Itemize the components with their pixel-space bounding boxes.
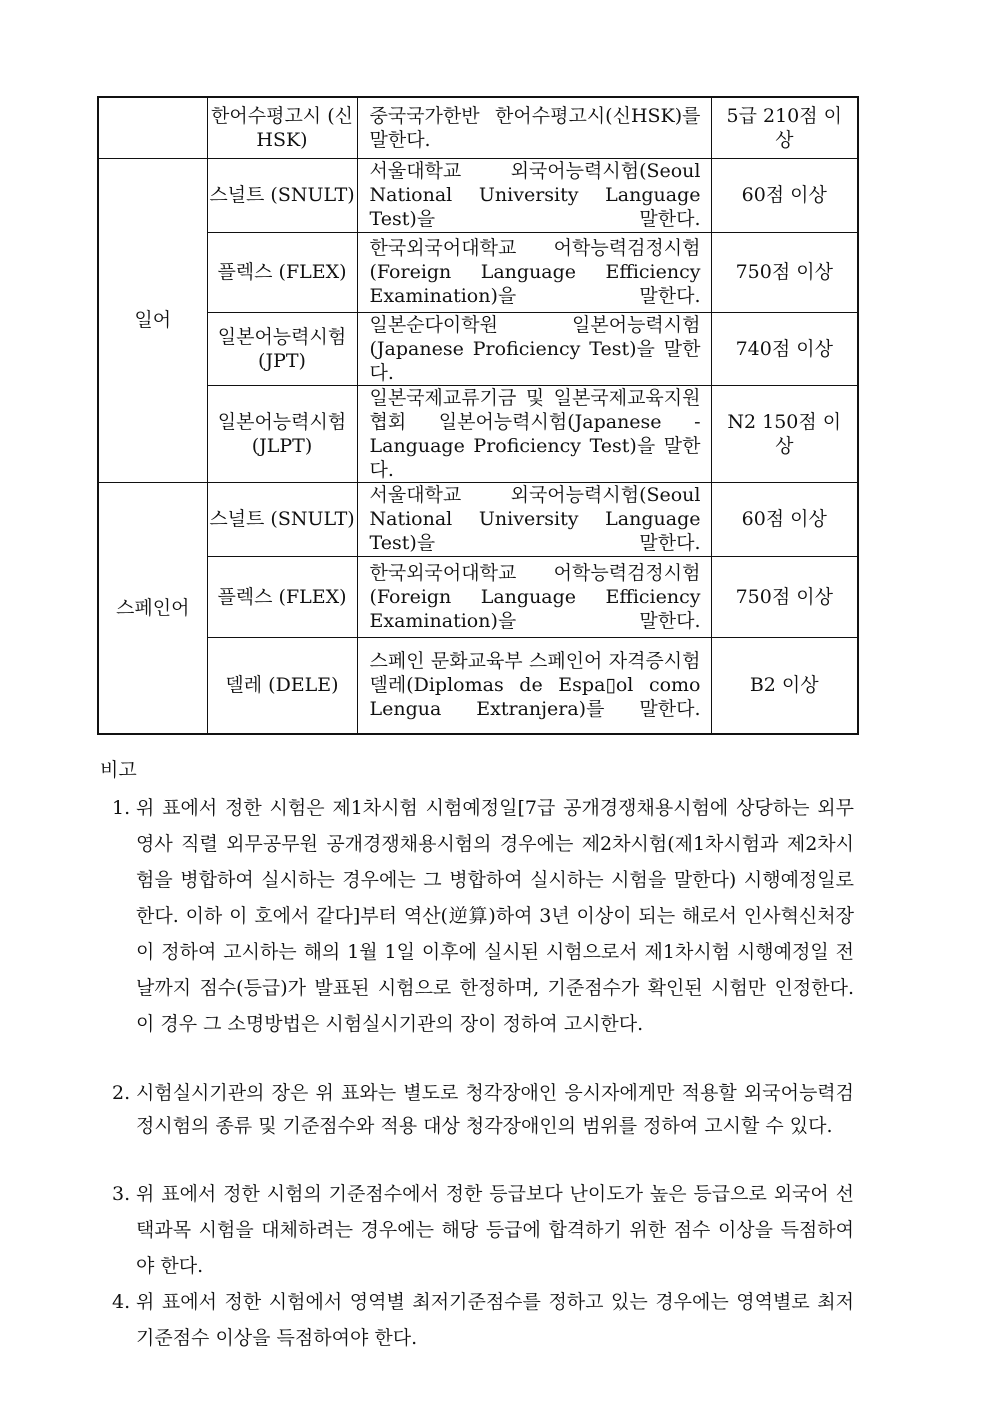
exam-name: 플렉스 (FLEX) [207,556,357,637]
exam-score: 740점 이상 [711,312,858,385]
exam-score: 5급 210점 이상 [711,97,858,158]
language-label: 일어 [98,158,207,482]
exam-score: 750점 이상 [711,556,858,637]
table-row [98,232,858,312]
exam-name: 한어수평고시 (신HSK) [207,97,357,158]
exam-description: 서울대학교 외국어능력시험(Seoul National University Language Test)을 말한다. [357,482,711,556]
exam-table [97,96,859,735]
exam-score: 60점 이상 [711,158,858,232]
exam-name: 스널트 (SNULT) [207,482,357,556]
note-item [112,1284,854,1356]
table-row [98,385,858,482]
note-item [112,1176,854,1284]
note-text: 위 표에서 정한 시험에서 영역별 최저기준점수를 정하고 있는 경우에는 영역별로 최저기준점수 이상을 득점하여야 한다. [136,1291,854,1349]
exam-score: N2 150점 이상 [711,385,858,482]
note-text: 시험실시기관의 장은 위 표와는 별도로 청각장애인 응시자에게만 적용할 외국어능력검정시험의 종류 및 기준점수와 적용 대상 청각장애인의 범위를 정하여 고시할 수 있다. [136,1082,854,1137]
exam-description: 일본순다이학원 일본어능력시험(Japanese Proficiency Test)을 말한다. [357,312,711,385]
note-item [112,790,854,1042]
exam-description: 스페인 문화교육부 스페인어 자격증시험 델레(Diplomas de Espa▯ol como Lengua Extranjera)를 말한다. [357,637,711,734]
table-row [98,482,858,556]
exam-score: 60점 이상 [711,482,858,556]
note-number: 3. [112,1183,131,1205]
exam-name: 델레 (DELE) [207,637,357,734]
table-row [98,97,858,158]
exam-description: 중국국가한반 한어수평고시(신HSK)를 말한다. [357,97,711,158]
notes-heading: 비고 [100,759,137,781]
exam-description: 한국외국어대학교 어학능력검정시험(Foreign Language Efficiency Examination)을 말한다. [357,232,711,312]
table-row [98,158,858,232]
table-row [98,637,858,734]
note-text: 위 표에서 정한 시험의 기준점수에서 정한 등급보다 난이도가 높은 등급으로 외국어 선택과목 시험을 대체하려는 경우에는 해당 등급에 합격하기 위한 점수 이상을 득점하여야 한다. [136,1183,854,1277]
language-label: 스페인어 [98,482,207,734]
exam-score: B2 이상 [711,637,858,734]
exam-name: 스널트 (SNULT) [207,158,357,232]
exam-name: 일본어능력시험 (JLPT) [207,385,357,482]
exam-score: 750점 이상 [711,232,858,312]
table-row [98,556,858,637]
exam-description: 서울대학교 외국어능력시험(Seoul National University Language Test)을 말한다. [357,158,711,232]
note-number: 4. [112,1291,131,1313]
exam-name: 일본어능력시험 (JPT) [207,312,357,385]
empty-language-cell [98,97,207,158]
exam-description: 한국외국어대학교 어학능력검정시험(Foreign Language Efficiency Examination)을 말한다. [357,556,711,637]
table-row [98,312,858,385]
exam-description: 일본국제교류기금 및 일본국제교육지원협회 일본어능력시험(Japanese - Language Proficiency Test)을 말한다. [357,385,711,482]
note-text: 위 표에서 정한 시험은 제1차시험 시험예정일[7급 공개경쟁채용시험에 상당하는 외무영사 직렬 외무공무원 공개경쟁채용시험의 경우에는 제2차시험(제1차시험과 제2차시험을 병합하여 실시하는 경우에는 그 병합하여 실시하는 시험을 말한다) 시행예정일로 한다. 이하 이 호에서 같다]부터 역산(逆算)하여 3년 이상이 되는 해로서 인사혁신처장이 정하여 고시하는 해의 1월 1일 이후에 실시된 시험으로서 제1차시험 시행예정일 전날까지 점수(등급)가 발표된 시험으로 한정하며, 기준점수가 확인된 시험만 인정한다. 이 경우 그 소명방법은 시험실시기관의 장이 정하여 고시한다. [136,797,854,1035]
note-number: 2. [112,1082,131,1104]
exam-name: 플렉스 (FLEX) [207,232,357,312]
note-item [112,1077,854,1143]
note-number: 1. [112,797,131,819]
